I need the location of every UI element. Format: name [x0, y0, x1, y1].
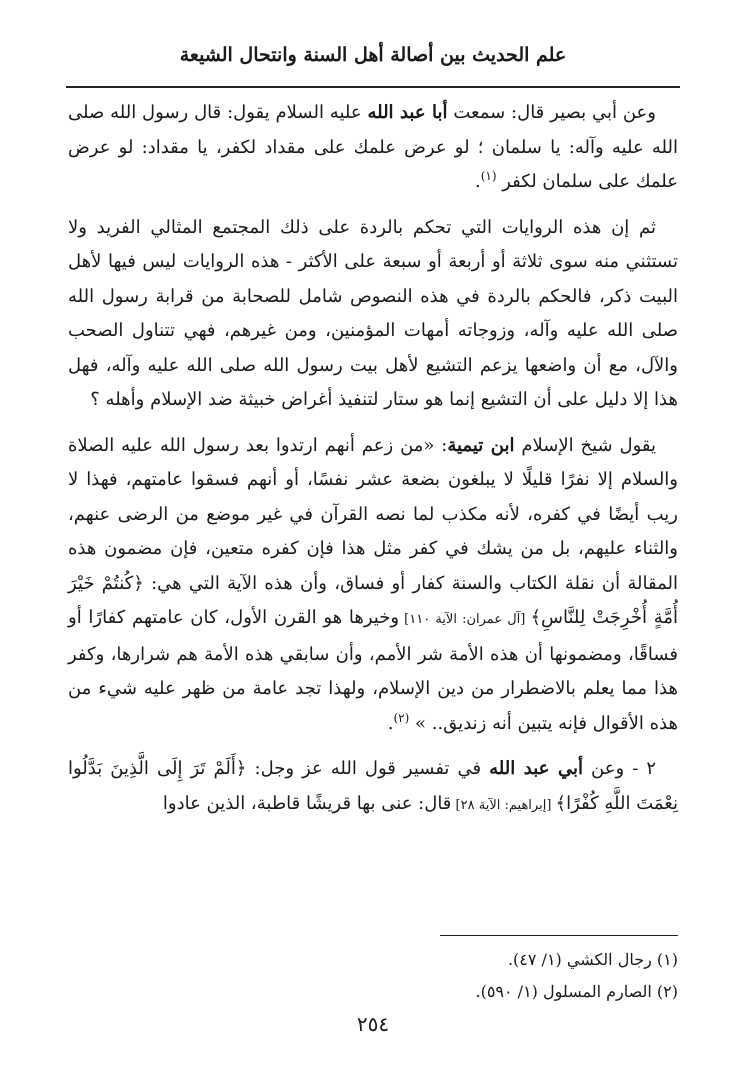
p3-name-bold: ابن تيمية: [447, 434, 515, 456]
footnote-ref-2[interactable]: (٢): [393, 710, 410, 725]
p1-text-2: عليه السلام يقول: قال رسول الله صلى الله عليه وآله: يا سلمان ؛ لو عرض علمك على مقداد لكفر، يا مقداد: لو عرض علمك على سلمان لكفر: [68, 102, 678, 192]
p4-text-1: ٢ - وعن: [583, 758, 656, 779]
page-body: [68, 96, 678, 823]
footnote-ref-1[interactable]: (١): [480, 169, 497, 183]
p1-text-1: وعن أبي بصير قال: سمعت: [447, 102, 656, 123]
footnotes: [68, 944, 678, 1008]
quran-verse-2: ﴿أَلَمْ تَرَ إِلَى الَّذِينَ بَدَّلُوا نِعْمَتَ اللَّهِ كُفْرًا﴾: [68, 758, 678, 814]
running-header-title: علم الحديث بين أصالة أهل السنة وانتحال الشيعة: [179, 44, 567, 66]
paragraph-4: [68, 752, 678, 823]
header-divider: [66, 86, 680, 88]
paragraph-3: [68, 429, 678, 742]
p3-end: .: [387, 712, 394, 734]
p4-text-2: في تفسير قول الله عز وجل:: [246, 758, 490, 779]
footnote-1: (١) رجال الكشي (١/ ٤٧).: [507, 950, 678, 969]
quran-verse-1: ﴿كُنتُمْ خَيْرَ أُمَّةٍ أُخْرِجَتْ لِلنَّاسِ﴾: [68, 572, 678, 628]
verse-reference-1: [آل عمران: الآية ١١٠]: [399, 612, 531, 627]
p4-text-3: قال: عنى بها قريشًا قاطبة، الذين عادوا: [162, 792, 452, 814]
p3-text-2: : «من زعم أنهم ارتدوا بعد رسول الله عليه الصلاة والسلام إلا نفرًا قليلًا لا يبلغون بضعة عشر نفسًا، أو أنهم فسقوا عامتهم، فهذا لا ريب أيضًا في كفره، لأنه مكذب لما نصه القرآن في غير موضع من الرضى عنهم، والثناء عليهم، بل من يشك في كفر مثل هذا فإن كفره متعين، فإن مضمون هذه المقالة أن نقلة الكتاب والسنة كفار أو فساق، وأن هذه الآية التي هي:: [68, 434, 679, 594]
p4-name-bold: أبي عبد الله: [489, 758, 583, 779]
paragraph-2: [68, 211, 678, 418]
page-number: ٢٥٤: [356, 1012, 390, 1036]
p2-text: ثم إن هذه الروايات التي تحكم بالردة على ذلك المجتمع المثالي الفريد ولا تستثني منه سوى ثلاثة أو أربعة أو سبعة على الأكثر - هذه الروايات ليس فيها لأهل البيت ذكر، فالحكم بالردة في هذه النصوص شامل للصحابة من قرابة رسول الله صلى الله عليه وآله، وزوجاته أمهات المؤمنين، ومن غيرهم، فهي تتناول الصحب والآل، مع أن واضعها يزعم التشيع لأهل بيت رسول الله صلى الله عليه وآله، فهل هذا إلا دليل على أن التشيع إنما هو ستار لتنفيذ أغراض خبيثة ضد الإسلام وأهله ؟: [68, 216, 678, 410]
paragraph-1: [68, 96, 678, 200]
p3-text-3: وخيرها هو القرن الأول، كان عامتهم كفارًا أو فساقًا، ومضمونها أن هذه الأمة شر الأمم، وأن سابقي هذه الأمة هم شرارها، وكفر هذا مما يعلم بالاضطرار من دين الإسلام، ولهذا تجد عامة من ظهر عليه شيء من هذه الأقوال فإنه يتبين أنه زنديق.. »: [68, 607, 678, 734]
verse-reference-2: [إبراهيم: الآية ٢٨]: [451, 797, 556, 813]
footnote-divider: [440, 935, 678, 936]
p3-text-1: يقول شيخ الإسلام: [514, 434, 656, 456]
p1-end: .: [474, 171, 481, 192]
p1-name-bold: أبا عبد الله: [367, 102, 448, 123]
footnote-2: (٢) الصارم المسلول (١/ ٥٩٠).: [475, 982, 678, 1001]
